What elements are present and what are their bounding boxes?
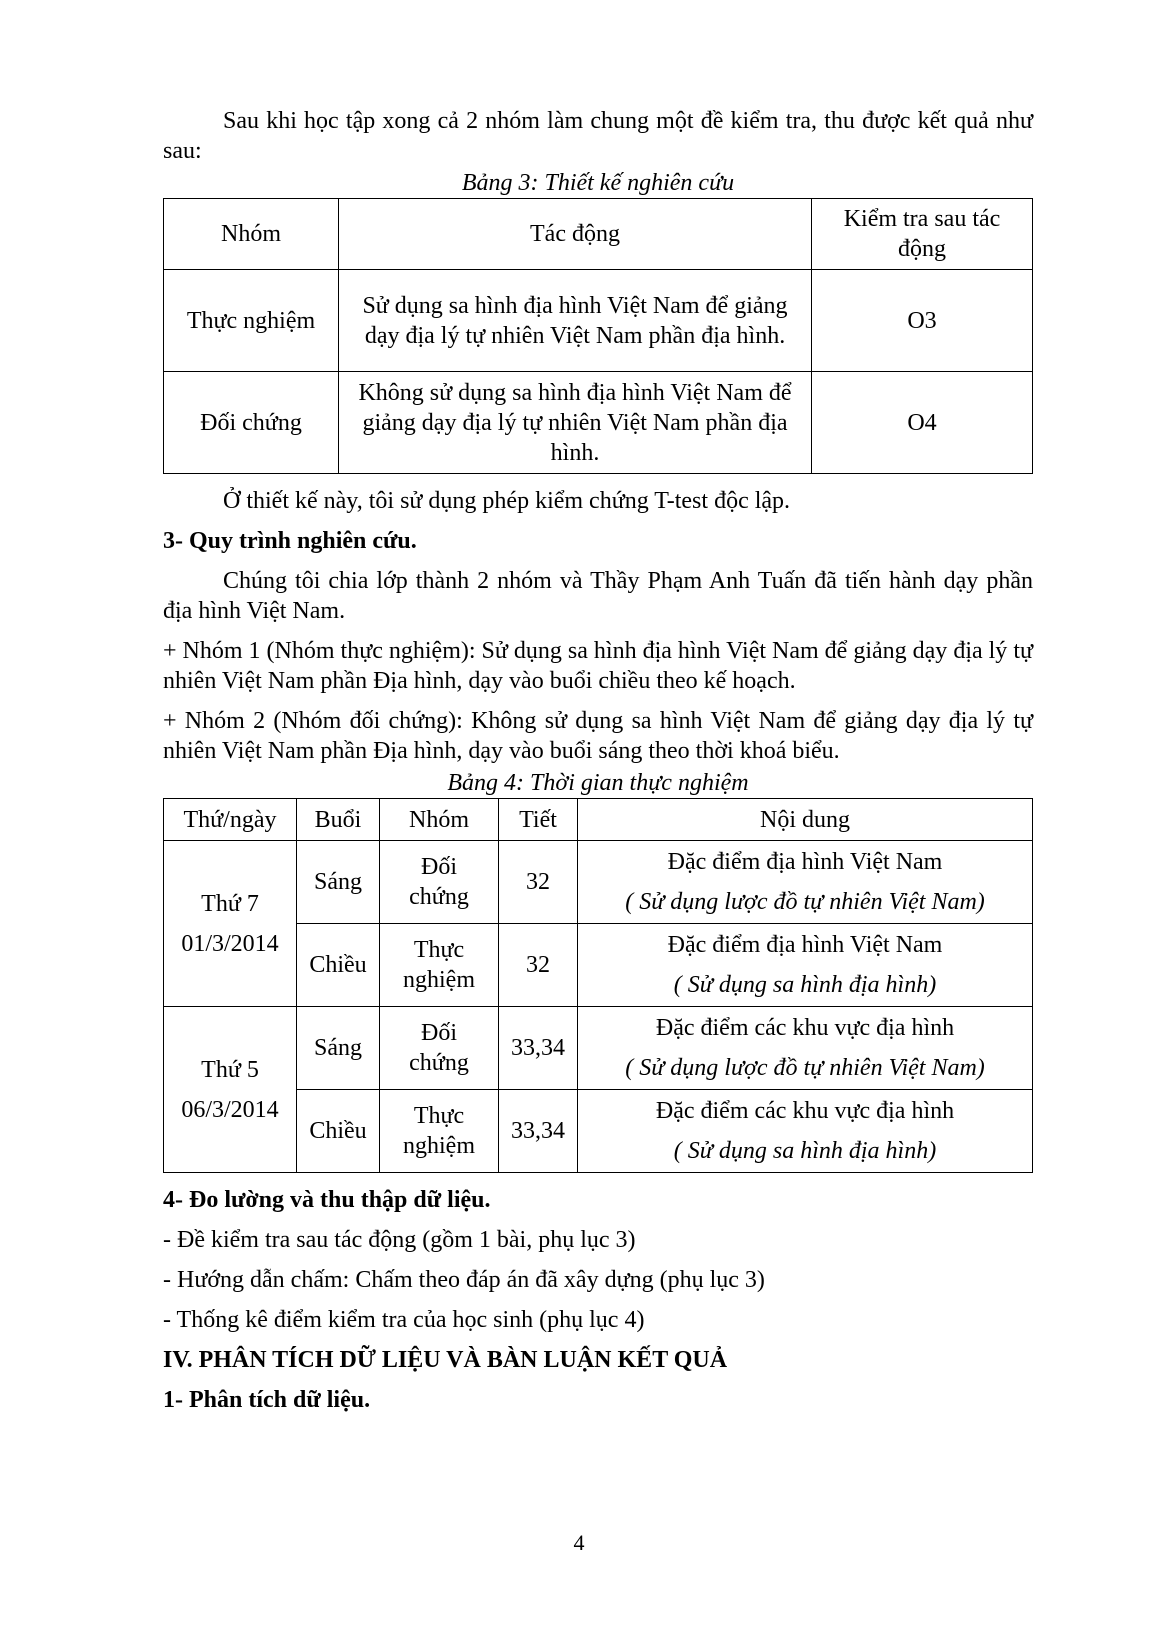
table4-header-group: Nhóm [380, 799, 499, 841]
section3-title: 3- Quy trình nghiên cứu. [163, 528, 417, 554]
table3-cell-action: Không sử dụng sa hình địa hình Việt Nam để giảng dạy địa lý tự nhiên Việt Nam phần địa hình. [339, 372, 812, 474]
content-line: Đặc điểm các khu vực địa hình [655, 1098, 955, 1124]
group-line-1: Đối [421, 1020, 457, 1046]
table3-header-group: Nhóm [164, 199, 339, 270]
table3-cell-test: O3 [812, 270, 1033, 372]
table4-cell-session: Sáng [297, 841, 380, 924]
day-label: Thứ 7 [201, 890, 259, 917]
page-number: 4 [573, 1530, 585, 1555]
table4-cell-content [578, 1090, 1033, 1173]
section3-paragraph-2: + Nhóm 1 (Nhóm thực nghiệm): Sử dụng sa hình địa hình Việt Nam để giảng dạy địa lý tự nhiên Việt Nam phần Địa hình, dạy vào buổi chiều theo kế hoạch. [163, 638, 1033, 694]
table4-header-session: Buổi [297, 799, 380, 841]
table4-caption: Bảng 4: Thời gian thực nghiệm [447, 770, 749, 796]
day-label: Thứ 5 [201, 1056, 259, 1083]
table-row [164, 372, 1033, 474]
section4-item: - Đề kiểm tra sau tác động (gồm 1 bài, phụ lục 3) [163, 1227, 636, 1253]
table3 [163, 198, 1033, 474]
table4-cell-period: 32 [499, 841, 578, 924]
content-line: Đặc điểm địa hình Việt Nam [667, 849, 943, 875]
table4-cell-period: 32 [499, 924, 578, 1007]
table4-cell-day [164, 1007, 297, 1173]
group-line-2: nghiệm [403, 1133, 475, 1159]
table4-cell-group [380, 1090, 499, 1173]
group-line-2: chứng [409, 1050, 469, 1076]
section4-item: - Thống kê điểm kiểm tra của học sinh (phụ lục 4) [163, 1307, 645, 1333]
intro-paragraph: Sau khi học tập xong cả 2 nhóm làm chung một đề kiểm tra, thu được kết quả như sau: [163, 108, 1033, 164]
table4-cell-group [380, 1007, 499, 1090]
table4-cell-content [578, 1007, 1033, 1090]
section4-title: 4- Đo lường và thu thập dữ liệu. [163, 1187, 491, 1213]
content-note: ( Sử dụng lược đồ tự nhiên Việt Nam) [625, 1055, 985, 1081]
section1-title: 1- Phân tích dữ liệu. [163, 1387, 371, 1413]
table4-header-day: Thứ/ngày [164, 799, 297, 841]
section3-paragraph-1: Chúng tôi chia lớp thành 2 nhóm và Thầy Phạm Anh Tuấn đã tiến hành dạy phần địa hình Việt Nam. [163, 568, 1033, 624]
table4-cell-session: Sáng [297, 1007, 380, 1090]
group-line-1: Thực [413, 1103, 465, 1129]
table4-cell-group [380, 841, 499, 924]
content-note: ( Sử dụng lược đồ tự nhiên Việt Nam) [625, 889, 985, 915]
table3-caption: Bảng 3: Thiết kế nghiên cứu [461, 170, 735, 196]
table-row [164, 270, 1033, 372]
content-line: Đặc điểm địa hình Việt Nam [667, 932, 943, 958]
date-label: 06/3/2014 [181, 1096, 279, 1123]
table3-cell-action: Sử dụng sa hình địa hình Việt Nam để giảng dạy địa lý tự nhiên Việt Nam phần địa hình. [339, 270, 812, 372]
table4-cell-content [578, 841, 1033, 924]
group-line-2: nghiệm [403, 967, 475, 993]
table3-cell-group: Thực nghiệm [164, 270, 339, 372]
group-line-1: Đối [421, 854, 457, 880]
table3-header-action: Tác động [339, 199, 812, 270]
table4-cell-period: 33,34 [499, 1090, 578, 1173]
table-row [164, 1007, 1033, 1090]
section4-item: - Hướng dẫn chấm: Chấm theo đáp án đã xây dựng (phụ lục 3) [163, 1267, 765, 1293]
content-line: Đặc điểm các khu vực địa hình [655, 1015, 955, 1041]
table4-header-period: Tiết [499, 799, 578, 841]
table-row [164, 841, 1033, 924]
table3-header-test: Kiểm tra sau tác động [812, 199, 1033, 270]
group-line-1: Thực [413, 937, 465, 963]
document-page [163, 106, 1033, 1415]
content-note: ( Sử dụng sa hình địa hình) [673, 1138, 937, 1164]
table4-header-content: Nội dung [578, 799, 1033, 841]
after-table3-paragraph: Ở thiết kế này, tôi sử dụng phép kiểm chứng T-test độc lập. [223, 488, 791, 514]
part-iv-title: IV. PHÂN TÍCH DỮ LIỆU VÀ BÀN LUẬN KẾT QUẢ [163, 1347, 728, 1373]
table3-cell-group: Đối chứng [164, 372, 339, 474]
group-line-2: chứng [409, 884, 469, 910]
table4-cell-session: Chiều [297, 924, 380, 1007]
table4 [163, 798, 1033, 1173]
table4-cell-group [380, 924, 499, 1007]
section3-paragraph-3: + Nhóm 2 (Nhóm đối chứng): Không sử dụng sa hình Việt Nam để giảng dạy địa lý tự nhiên Việt Nam phần Địa hình, dạy vào buổi sáng theo thời khoá biểu. [163, 708, 1033, 764]
date-label: 01/3/2014 [181, 930, 279, 957]
table4-cell-session: Chiều [297, 1090, 380, 1173]
table4-cell-content [578, 924, 1033, 1007]
content-note: ( Sử dụng sa hình địa hình) [673, 972, 937, 998]
table4-cell-period: 33,34 [499, 1007, 578, 1090]
table4-cell-day [164, 841, 297, 1007]
table3-cell-test: O4 [812, 372, 1033, 474]
